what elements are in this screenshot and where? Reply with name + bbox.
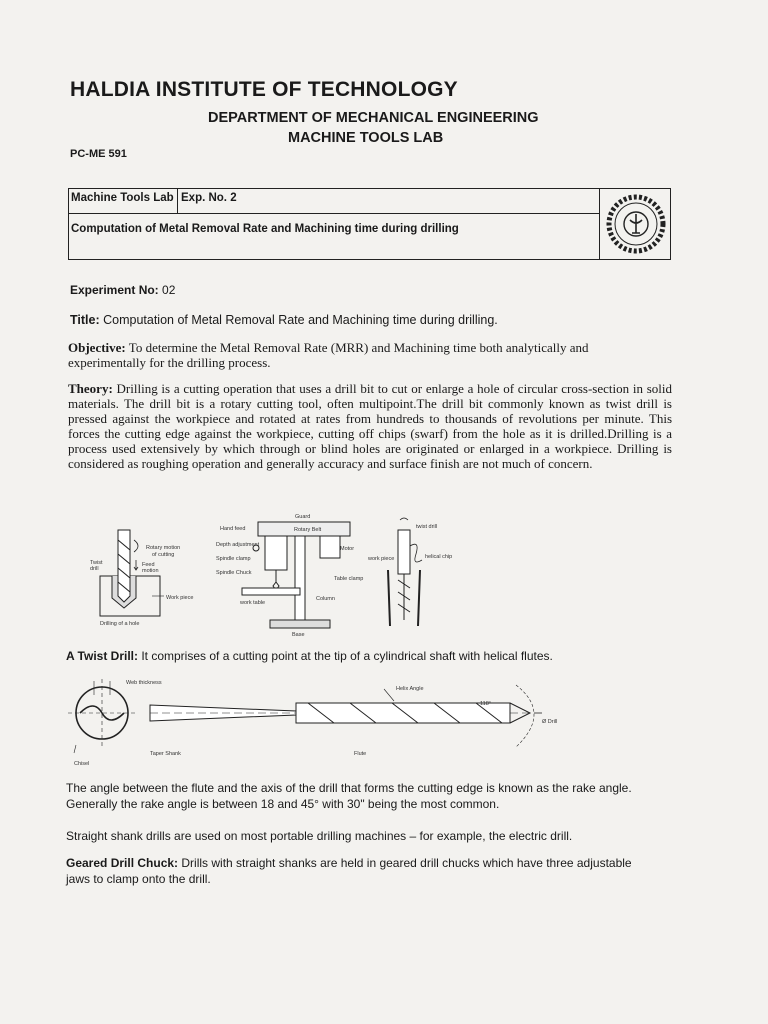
work-piece-label: Work piece xyxy=(166,595,194,601)
rake-angle-paragraph: The angle between the flute and the axis of the drill that forms the cutting edge is known as the rake angle. Generally the rake angle is between 18 and 45° with 30" being the most common. xyxy=(66,781,632,811)
objective-label: Objective: xyxy=(68,340,126,355)
logo-divider xyxy=(599,189,600,259)
objective-text: To determine the Metal Removal Rate (MRR) and Machining time both analytically and experimentally for the drilling process. xyxy=(68,340,589,370)
drill-chuck-paragraph xyxy=(66,855,656,887)
taper-shank-label: Taper Shank xyxy=(150,751,181,757)
rotary-motion-label: Rotary motion xyxy=(146,545,181,551)
feed-label: Feed xyxy=(142,562,155,568)
of-cutting-label: of cutting xyxy=(152,552,175,558)
motion-label: motion xyxy=(142,568,159,574)
angle-label: 118° xyxy=(480,701,491,707)
straight-shank-paragraph: Straight shank drills are used on most portable drilling machines – for example, the electric drill. xyxy=(66,829,573,843)
experiment-number xyxy=(70,283,175,297)
figure-caption: Drilling of a hole xyxy=(100,621,140,627)
spindle-clamp-label: Spindle clamp xyxy=(216,556,251,562)
helix-angle-label: Helix Angle xyxy=(396,686,424,692)
hand-feed-label: Hand feed xyxy=(220,526,246,532)
cell-divider xyxy=(177,189,178,213)
experiment-value: 02 xyxy=(158,283,176,297)
work-table-label: work table xyxy=(240,600,266,606)
helical-chip-label: helical chip xyxy=(425,554,453,560)
drilling-figures xyxy=(80,510,660,642)
flute-label: Flute xyxy=(354,751,367,757)
rotary-belt-label: Rotary Belt xyxy=(294,527,322,533)
drill-label: drill xyxy=(90,566,99,572)
drill-chuck-text: Drills with straight shanks are held in geared drill chucks which have three adjustable jaws to clamp onto the drill. xyxy=(66,856,632,886)
exp-title-cell: Computation of Metal Removal Rate and Machining time during drilling xyxy=(71,223,459,235)
institute-name: HALDIA INSTITUTE OF TECHNOLOGY xyxy=(70,78,458,101)
twist-drill-diagram xyxy=(64,675,604,775)
web-thickness-label: Web thickness xyxy=(126,680,162,686)
drill-press-diagram xyxy=(242,522,350,628)
depth-adjustment-label: Depth adjustment xyxy=(216,542,260,548)
drill-chuck-label: Geared Drill Chuck: xyxy=(66,856,179,870)
twist-drill-description xyxy=(66,649,553,663)
column-label: Column xyxy=(316,596,335,602)
spindle-chuck-label: Spindle Chuck xyxy=(216,570,252,576)
table-clamp-label: Table clamp xyxy=(334,576,364,582)
twist-drill-label-text: A Twist Drill: xyxy=(66,649,138,663)
exp-no-cell: Exp. No. 2 xyxy=(181,192,237,204)
twist-drill-label: twist drill xyxy=(416,524,438,530)
lab-name-cell: Machine Tools Lab xyxy=(71,192,174,204)
lab-name: MACHINE TOOLS LAB xyxy=(288,130,444,146)
institute-seal-icon xyxy=(605,193,667,255)
chisel-label: Chisel xyxy=(74,761,90,767)
title-value: Computation of Metal Removal Rate and Machining time during drilling. xyxy=(99,313,498,327)
theory-paragraph xyxy=(68,381,672,471)
department-name: DEPARTMENT OF MECHANICAL ENGINEERING xyxy=(208,110,539,126)
course-code: PC-ME 591 xyxy=(70,148,127,160)
experiment-info-table xyxy=(68,188,671,260)
motor-label: Motor xyxy=(340,546,355,552)
base-label: Base xyxy=(292,632,305,638)
theory-label: Theory: xyxy=(68,381,113,396)
theory-text: Drilling is a cutting operation that uses a drill bit to cut or enlarge a hole of circular cross-section in solid materials. The drill bit is a rotary cutting tool, often multipoint.The drill bit commonly known as twist drill is pressed against the workpiece and rotated at rates from hundreds to thousands of revolutions per minute. This forces the cutting edge against the workpiece, cutting off chips (swarf) from the hole as it is drilled.Drilling is a process used extensively by which through or blind holes are originated or enlarged in a workpiece. Drilling is considered as roughing operation and generally accuracy and surface finish are not much of concern. xyxy=(68,381,672,471)
objective-paragraph xyxy=(68,340,638,370)
drill-diameter-label: Ø Drill xyxy=(542,719,558,725)
experiment-label: Experiment No: xyxy=(70,283,159,297)
guard-label: Guard xyxy=(295,514,311,520)
work-piece-label-2: work piece xyxy=(368,556,395,562)
info-table-row xyxy=(69,189,599,214)
title-label: Title: xyxy=(70,313,100,327)
experiment-title xyxy=(70,313,498,327)
twist-label: Twist xyxy=(90,560,103,566)
twist-drill-text: It comprises of a cutting point at the tip of a cylindrical shaft with helical flutes. xyxy=(138,649,553,663)
helical-chip-diagram xyxy=(388,518,422,626)
